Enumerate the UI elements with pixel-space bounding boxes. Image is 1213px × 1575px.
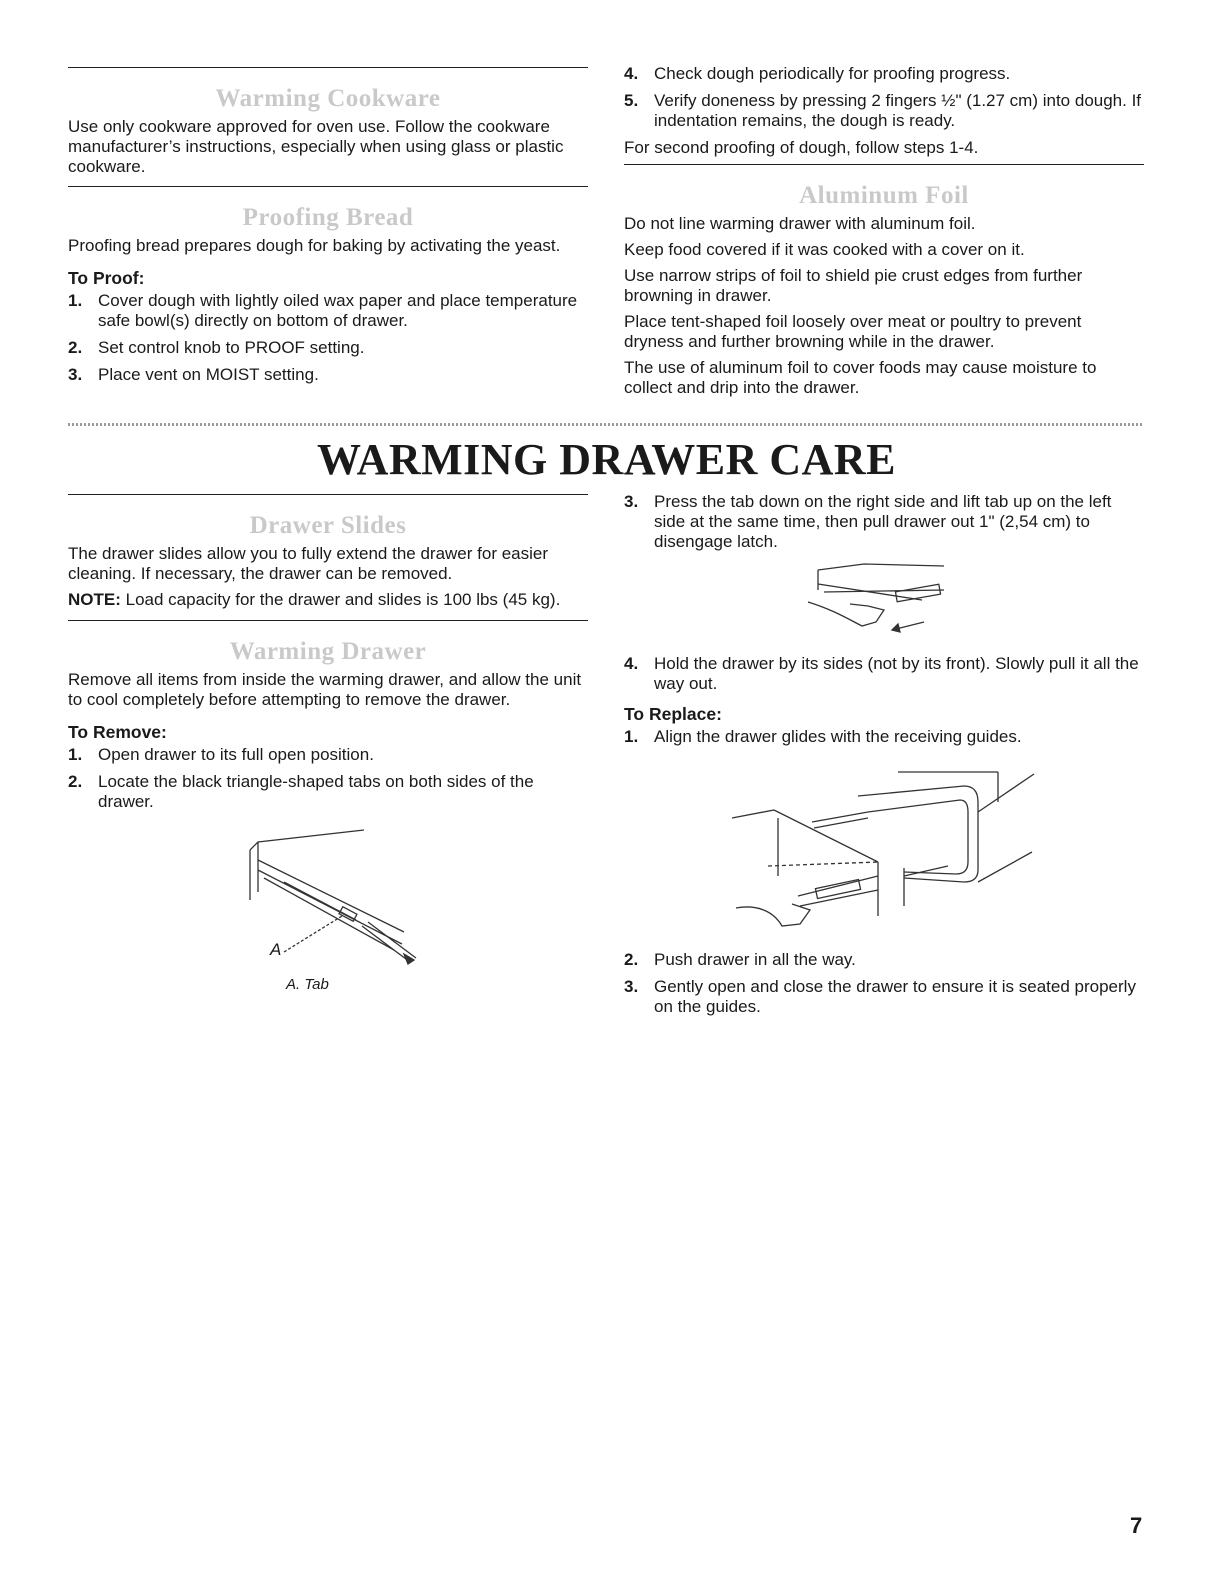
list-item (624, 654, 1144, 694)
foil-paragraph: Keep food covered if it was cooked with a cover on it. (624, 240, 1025, 259)
step-text: Open drawer to its full open position. (98, 745, 374, 764)
step-text: Gently open and close the drawer to ensure it is seated properly on the guides. (654, 977, 1136, 1016)
list-item (624, 950, 1144, 970)
step-text: Locate the black triangle-shaped tabs on both sides of the drawer. (98, 772, 534, 811)
step-number: 4. (624, 654, 639, 673)
note-label: NOTE: (68, 590, 121, 609)
step-number: 1. (624, 727, 639, 746)
warming-drawer-section (68, 620, 588, 819)
list-item (624, 977, 1144, 1017)
proofing-bread-body: Proofing bread prepares dough for baking by activating the yeast. (68, 236, 561, 255)
step-text: Hold the drawer by its sides (not by its front). Slowly pull it all the way out. (654, 654, 1139, 693)
step-number: 2. (624, 950, 639, 969)
list-item (624, 727, 1144, 747)
drawer-slides-body: The drawer slides allow you to fully extend the drawer for easier cleaning. If necessary, the drawer can be removed. (68, 544, 549, 583)
step-number: 3. (624, 977, 639, 996)
step-number: 5. (624, 91, 639, 110)
drawer-pull-illustration (804, 560, 964, 640)
drawer-replace-illustration (728, 766, 1038, 938)
step-text: Push drawer in all the way. (654, 950, 856, 969)
step-text: Set control knob to PROOF setting. (98, 338, 365, 357)
to-remove-subhead: To Remove: (68, 722, 167, 742)
figure-label: A (270, 940, 282, 959)
list-item (68, 772, 588, 812)
section-rule (68, 620, 588, 621)
step-number: 4. (624, 64, 639, 83)
to-proof-subhead: To Proof: (68, 268, 145, 288)
step-text: Cover dough with lightly oiled wax paper and place temperature safe bowl(s) directly on bottom of drawer. (98, 291, 578, 330)
foil-paragraph: Do not line warming drawer with aluminum foil. (624, 214, 976, 233)
step-text: Align the drawer glides with the receiving guides. (654, 727, 1022, 746)
warming-cookware-title: Warming Cookware (215, 85, 441, 112)
list-item (68, 745, 588, 765)
page-number: 7 (1130, 1513, 1143, 1538)
drawer-slides-title: Drawer Slides (249, 512, 407, 539)
page-title: WARMING DRAWER CARE (316, 435, 897, 484)
list-item (624, 64, 1144, 84)
foil-paragraph: Place tent-shaped foil loosely over meat or poultry to prevent dryness and further browning while in the drawer. (624, 312, 1082, 351)
note-text: Load capacity for the drawer and slides is 100 lbs (45 kg). (120, 590, 561, 609)
remove-step-four (624, 654, 1144, 754)
load-capacity-note (68, 590, 588, 610)
figure-caption: A. Tab (286, 976, 329, 993)
foil-paragraph: The use of aluminum foil to cover foods may cause moisture to collect and drip into the drawer. (624, 358, 1097, 397)
to-replace-subhead: To Replace: (624, 704, 722, 724)
section-rule (68, 67, 588, 68)
aluminum-foil-section (624, 164, 1144, 404)
step-number: 2. (68, 338, 83, 357)
warming-cookware-section (68, 67, 588, 183)
list-item (68, 338, 588, 358)
step-text: Press the tab down on the right side and lift tab up on the left side at the same time, then pull drawer out 1" (2,54 cm) to disengage latch. (654, 492, 1112, 551)
step-text: Place vent on MOIST setting. (98, 365, 319, 384)
aluminum-foil-title: Aluminum Foil (799, 182, 969, 209)
remove-steps-continued (624, 492, 1144, 559)
step-number: 3. (624, 492, 639, 511)
section-rule (68, 186, 588, 187)
drawer-slides-section (68, 494, 588, 616)
step-number: 1. (68, 745, 83, 764)
list-item (624, 492, 1144, 552)
step-number: 3. (68, 365, 83, 384)
warming-drawer-title: Warming Drawer (229, 638, 427, 665)
step-text: Check dough periodically for proofing progress. (654, 64, 1011, 83)
foil-paragraph: Use narrow strips of foil to shield pie crust edges from further browning in drawer. (624, 266, 1083, 305)
warming-drawer-body: Remove all items from inside the warming drawer, and allow the unit to cool completely before attempting to remove the drawer. (68, 670, 582, 709)
proofing-continued (624, 64, 1144, 164)
section-rule (624, 164, 1144, 165)
list-item (68, 291, 588, 331)
section-rule (68, 494, 588, 495)
warming-cookware-body: Use only cookware approved for oven use. Follow the cookware manufacturer’s instructions, especially when using glass or plastic cookware. (68, 117, 564, 176)
dotted-divider (68, 423, 1142, 426)
replace-steps-continued (624, 950, 1144, 1024)
list-item (68, 365, 588, 385)
step-number: 2. (68, 772, 83, 791)
step-number: 1. (68, 291, 83, 310)
second-proofing-note: For second proofing of dough, follow steps 1-4. (624, 138, 979, 157)
proofing-bread-title: Proofing Bread (242, 204, 414, 231)
step-text: Verify doneness by pressing 2 fingers ½" (1.27 cm) into dough. If indentation remains, the dough is ready. (654, 91, 1142, 130)
proofing-bread-section (68, 186, 588, 392)
list-item (624, 91, 1144, 131)
